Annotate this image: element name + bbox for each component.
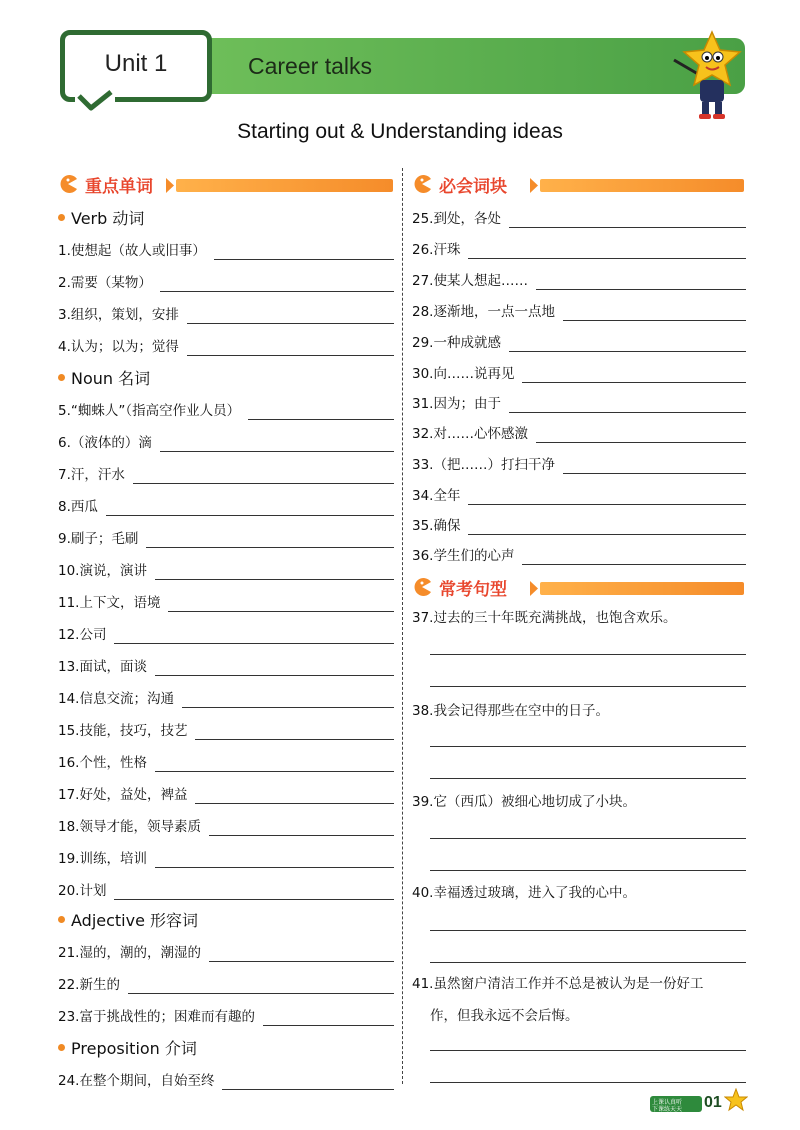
answer-line[interactable] [430,1050,746,1051]
item-text: 28.逐渐地，一点一点地 [412,304,555,320]
answer-line[interactable] [248,406,394,420]
answer-line[interactable] [222,1076,394,1090]
list-item [412,483,746,505]
answer-line[interactable] [209,822,394,836]
list-item [58,334,394,356]
answer-line[interactable] [114,630,394,644]
item-text: 11.上下文，语境 [58,595,161,611]
answer-line[interactable] [187,342,394,356]
item-text: 30.向……说再见 [412,366,515,382]
list-item [412,206,746,228]
answer-line[interactable] [509,338,746,352]
sentence-prompt: 38.我会记得那些在空中的日子。 [412,703,609,719]
answer-line[interactable] [536,429,746,443]
list-item [58,238,394,260]
answer-line[interactable] [133,470,394,484]
answer-line[interactable] [522,551,746,565]
answer-line[interactable] [468,521,746,535]
category-noun [58,366,150,389]
answer-line[interactable] [263,1012,394,1026]
section-title: 重点单词 [85,177,153,197]
answer-line[interactable] [430,778,746,779]
answer-line[interactable] [155,854,394,868]
list-item [58,1004,394,1026]
item-text: 24.在整个期间，自始至终 [58,1073,215,1089]
section-word-chunks [412,172,744,196]
list-item [58,718,394,740]
item-text: 35.确保 [412,518,461,534]
item-text: 36.学生们的心声 [412,548,515,564]
answer-line[interactable] [509,214,746,228]
section-bar-tip [166,178,174,193]
answer-line[interactable] [430,870,746,871]
list-item [58,750,394,772]
list-item [412,299,746,321]
list-item [412,268,746,290]
bullet-dot [58,214,65,221]
answer-line[interactable] [209,948,394,962]
answer-line[interactable] [160,278,394,292]
answer-line[interactable] [468,245,746,259]
item-text: 25.到处，各处 [412,211,501,227]
category-label: Preposition 介词 [71,1039,197,1058]
pacman-icon [58,174,78,194]
section-bar-tip [530,178,538,193]
item-text: 31.因为；由于 [412,396,501,412]
item-text: 34.全年 [412,488,461,504]
item-text: 9.刷子；毛刷 [58,531,139,547]
section-bar [540,582,744,595]
item-text: 10.演说，演讲 [58,563,147,579]
sentence-prompt: 39.它（西瓜）被细心地切成了小块。 [412,794,636,810]
answer-line[interactable] [114,886,394,900]
answer-line[interactable] [430,1082,746,1083]
answer-line[interactable] [195,726,394,740]
sentence-prompt: 37.过去的三十年既充满挑战，也饱含欢乐。 [412,610,677,626]
list-item [58,940,394,962]
answer-line[interactable] [563,460,746,474]
answer-line[interactable] [195,790,394,804]
list-item [58,430,394,452]
unit-title: Career talks [248,53,372,79]
item-text: 1.使想起（故人或旧事） [58,243,206,259]
item-text: 21.湿的，潮的，潮湿的 [58,945,201,961]
answer-line[interactable] [536,276,746,290]
item-text: 8.西瓜 [58,499,98,515]
item-text: 16.个性，性格 [58,755,147,771]
list-item [58,270,394,292]
list-item [412,237,746,259]
list-item [58,782,394,804]
item-text: 22.新生的 [58,977,120,993]
list-item [58,590,394,612]
answer-line[interactable] [430,930,746,931]
list-item [58,1068,394,1090]
list-item [58,814,394,836]
item-text: 19.训练，培训 [58,851,147,867]
item-text: 15.技能，技巧，技艺 [58,723,188,739]
section-key-sentences [412,575,744,599]
category-label: Adjective 形容词 [71,911,199,930]
item-text: 14.信息交流；沟通 [58,691,174,707]
list-item [58,654,394,676]
footer-badge-line1: 上课认真听 [652,1099,683,1106]
answer-line[interactable] [155,758,394,772]
list-item [58,302,394,324]
pacman-icon [412,577,432,597]
list-item [58,686,394,708]
section-bar [540,179,744,192]
answer-line[interactable] [155,566,394,580]
star-icon [724,1088,748,1112]
answer-line[interactable] [430,686,746,687]
column-divider [402,168,403,1084]
answer-line[interactable] [155,662,394,676]
item-text: 20.计划 [58,883,107,899]
list-item [412,330,746,352]
list-item [58,622,394,644]
item-text: 13.面试，面谈 [58,659,147,675]
list-item [412,452,746,474]
answer-line[interactable] [430,962,746,963]
bullet-dot [58,374,65,381]
item-text: 12.公司 [58,627,107,643]
item-text: 33.（把……）打扫干净 [412,457,555,473]
section-bar [176,179,393,192]
item-text: 3.组织，策划，安排 [58,307,179,323]
section-title: 必会词块 [439,177,507,197]
item-text: 2.需要（某物） [58,275,152,291]
check-icon [75,90,115,114]
page-subtitle: Starting out & Understanding ideas [237,120,563,143]
star-mascot-icon [672,30,752,120]
answer-line[interactable] [563,307,746,321]
category-adjective [58,908,198,931]
list-item [58,878,394,900]
list-item [58,494,394,516]
footer-badge-line2: 下课练天天 [652,1106,683,1113]
answer-line[interactable] [187,310,394,324]
sentence-prompt-continued: 作，但我永远不会后悔。 [430,1008,579,1024]
category-label: Noun 名词 [71,369,151,388]
answer-line[interactable] [509,399,746,413]
answer-line[interactable] [430,654,746,655]
answer-line[interactable] [214,246,394,260]
sentence-prompt: 40.幸福透过玻璃，进入了我的心中。 [412,885,636,901]
answer-line[interactable] [430,838,746,839]
answer-line[interactable] [182,694,394,708]
list-item [58,972,394,994]
list-item [412,543,746,565]
answer-line[interactable] [168,598,394,612]
item-text: 18.领导才能，领导素质 [58,819,201,835]
bullet-dot [58,916,65,923]
pacman-icon [412,174,432,194]
list-item [58,398,394,420]
item-text: 27.使某人想起…… [412,273,528,289]
answer-line[interactable] [146,534,394,548]
category-label: Verb 动词 [71,209,145,228]
answer-line[interactable] [128,980,394,994]
item-text: 7.汗，汗水 [58,467,125,483]
item-text: 29.一种成就感 [412,335,501,351]
item-text: 26.汗珠 [412,242,461,258]
bullet-dot [58,1044,65,1051]
category-preposition [58,1036,197,1059]
section-title: 常考句型 [439,580,507,600]
list-item [412,391,746,413]
page-number: 01 [704,1094,722,1111]
list-item [412,513,746,535]
item-text: 4.认为；以为；觉得 [58,339,179,355]
item-text: 5.“蜘蛛人”（指高空作业人员） [58,403,241,419]
section-bar-tip [530,581,538,596]
item-text: 32.对……心怀感激 [412,426,528,442]
list-item [58,846,394,868]
list-item [58,558,394,580]
sentence-prompt: 41.虽然窗户清洁工作并不总是被认为是一份好工 [412,976,704,992]
answer-line[interactable] [430,746,746,747]
list-item [412,361,746,383]
answer-line[interactable] [468,491,746,505]
list-item [58,526,394,548]
answer-line[interactable] [522,369,746,383]
item-text: 17.好处，益处，裨益 [58,787,188,803]
list-item [412,421,746,443]
answer-line[interactable] [106,502,394,516]
item-text: 6.（液体的）滴 [58,435,152,451]
list-item [58,462,394,484]
unit-label: Unit 1 [104,50,168,77]
item-text: 23.富于挑战性的；困难而有趣的 [58,1009,255,1025]
answer-line[interactable] [160,438,394,452]
section-key-words [58,172,393,196]
category-verb [58,206,144,229]
